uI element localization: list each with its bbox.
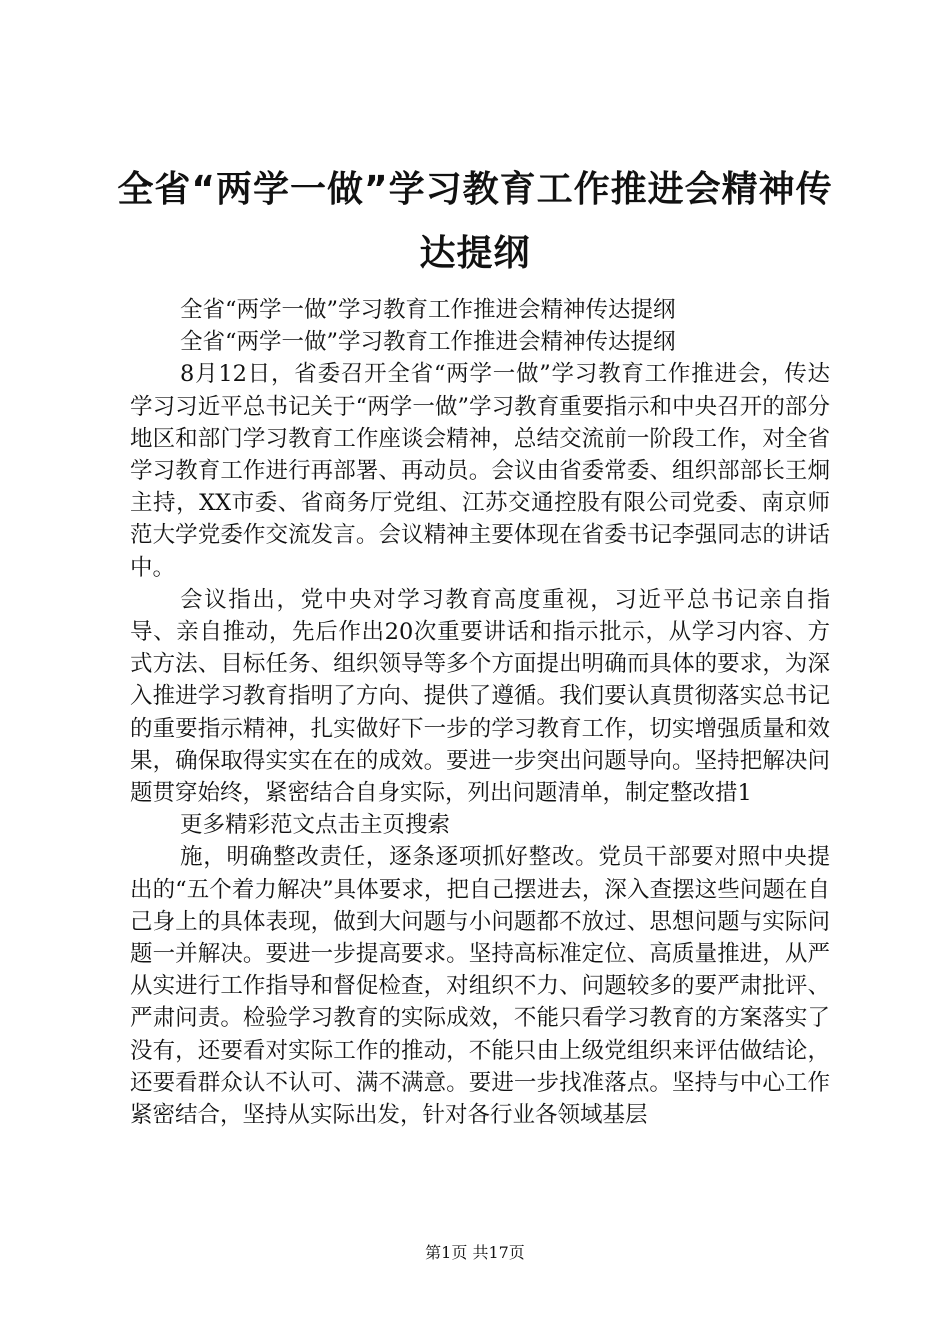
paragraph-subtitle: 全省“两学一做”学习教育工作推进会精神传达提纲	[180, 297, 676, 323]
document-title: 全省“两学一做”学习教育工作推进会精神传达提纲	[117, 169, 833, 274]
paragraph-continuation: 施，明确整改责任，逐条逐项抓好整改。党员干部要对照中央提出的“五个着力解决”具体要求，把自己摆进去，深入查摆这些问题在自己身上的具体表现，做到大问题与小问题都不放过、思想问题与实际问题一并解决。要进一步提高要求。坚持高标准定位、高质量推进，从严从实进行工作指导和督促检查，对组织不力、问题较多的要严肃批评、严肃问责。检验学习教育的实际成效，不能只看学习教育的方案落实了没有，还要看对实际工作的推动，不能只由上级党组织来评估做结论，还要看群众认不认可、满不满意。要进一步找准落点。坚持与中心工作紧密结合，坚持从实际出发，针对各行业各领域基层	[130, 844, 830, 1129]
paragraph-meeting-points: 会议指出，党中央对学习教育高度重视，习近平总书记亲自指导、亲自推动，先后作出20次重要讲话和指示批示，从学习内容、方式方法、目标任务、组织领导等多个方面提出明确而具体的要求，为深入推进学习教育指明了方向、提供了遵循。我们要认真贯彻落实总书记的重要指示精神，扎实做好下一步的学习教育工作，切实增强质量和效果，确保取得实实在在的成效。要进一步突出问题导向。坚持把解决问题贯穿始终，紧密结合自身实际，列出问题清单，制定整改措1	[130, 586, 830, 807]
page-number-footer: 第1页 共17页	[425, 1243, 525, 1262]
paragraph-subtitle-repeat: 全省“两学一做”学习教育工作推进会精神传达提纲	[180, 329, 676, 356]
paragraph-more-link: 更多精彩范文点击主页搜索	[180, 812, 451, 839]
document-body	[130, 294, 830, 1131]
paragraph-meeting-intro: 8月12日，省委召开全省“两学一做”学习教育工作推进会，传达学习习近平总书记关于“两学一做”学习教育重要指示和中央召开的部分地区和部门学习教育工作座谈会精神，总结交流前一阶段工作，对全省学习教育工作进行再部署、再动员。会议由省委常委、组织部部长王炯主持，XX市委、省商务厅党组、江苏交通控股有限公司党委、南京师范大学党委作交流发言。会议精神主要体现在省委书记李强同志的讲话中。	[130, 361, 830, 581]
